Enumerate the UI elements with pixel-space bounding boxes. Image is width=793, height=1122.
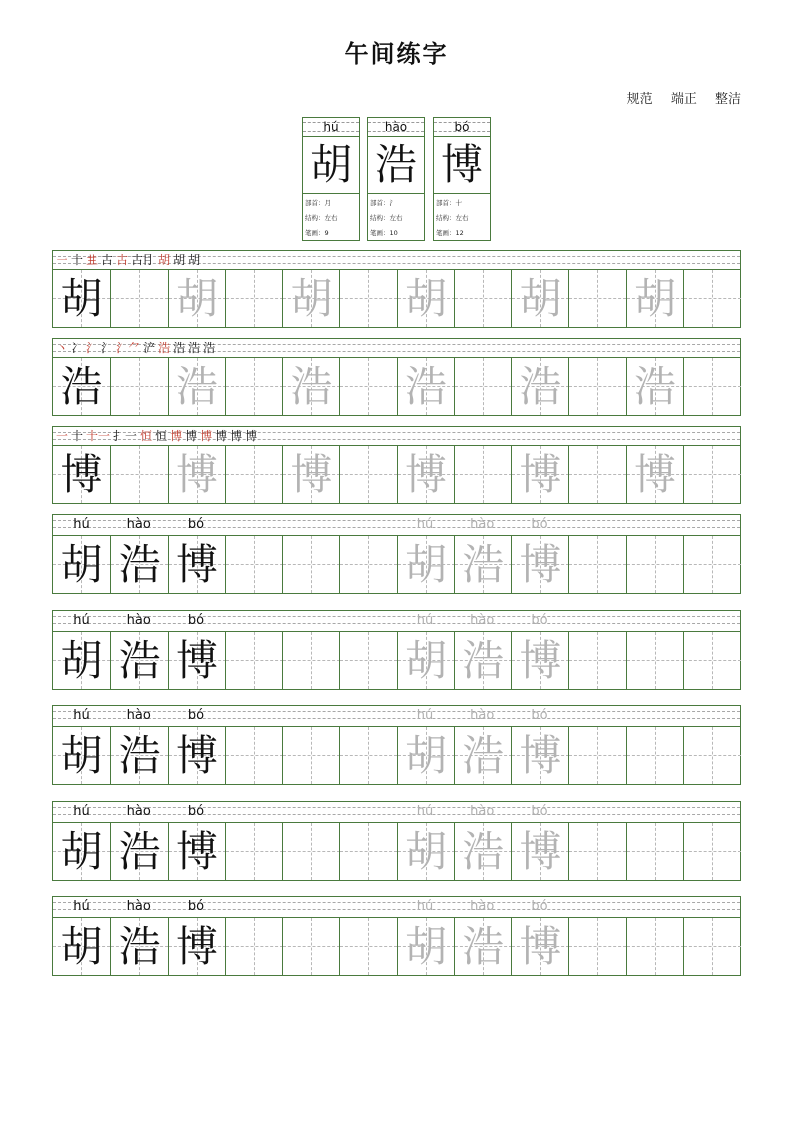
word-pinyin-trace: hú <box>416 517 434 532</box>
word-pinyin-trace: hào <box>470 612 495 628</box>
stroke-step: 博 <box>200 429 213 443</box>
card-strokes: 笔画：9 <box>305 229 329 237</box>
grid-cell[interactable] <box>168 446 225 503</box>
model-character: 胡 <box>60 635 103 685</box>
stroke-step: 博 <box>245 429 258 443</box>
trace-character: 浩 <box>633 362 676 411</box>
pinyin-strip <box>52 426 741 446</box>
stroke-step: 氵 <box>86 341 99 355</box>
stroke-step: 博 <box>230 429 243 443</box>
grid-cell[interactable] <box>626 727 683 784</box>
trace-character: 博 <box>290 450 333 499</box>
card-char: 博 <box>434 137 490 194</box>
grid-cell[interactable] <box>110 446 167 503</box>
stroke-step: 丶 <box>56 341 69 355</box>
stroke-step: 浩 <box>188 341 201 355</box>
grid-cell[interactable] <box>282 632 339 689</box>
trace-character: 胡 <box>175 274 218 323</box>
model-character: 博 <box>175 635 218 685</box>
word-pinyin: hào <box>126 708 151 723</box>
grid-cell[interactable] <box>511 270 568 327</box>
trace-character: 胡 <box>633 274 676 323</box>
grid-cell[interactable] <box>282 823 339 880</box>
grid-cell[interactable] <box>168 536 225 593</box>
grid-cell[interactable] <box>626 918 683 975</box>
stroke-step: 古⺝ <box>131 253 156 267</box>
trace-character: 博 <box>519 826 562 876</box>
model-character: 胡 <box>60 826 103 876</box>
grid-cell[interactable] <box>568 727 625 784</box>
trace-character: 胡 <box>404 274 447 323</box>
grid-cell[interactable] <box>511 446 568 503</box>
trace-character: 浩 <box>462 540 505 589</box>
grid-cell[interactable] <box>225 446 282 503</box>
pinyin-strip <box>52 514 741 536</box>
card-pinyin: bó <box>434 118 490 137</box>
grid-cell[interactable] <box>626 632 683 689</box>
trace-character: 浩 <box>519 362 562 411</box>
pinyin-strip <box>52 338 741 358</box>
word-pinyin-trace: hào <box>470 899 495 914</box>
grid-cell[interactable] <box>683 536 740 593</box>
grid-cell[interactable] <box>110 358 167 415</box>
grid-cell[interactable] <box>683 727 740 784</box>
word-pinyin-trace: hú <box>416 612 434 628</box>
grid-cell[interactable] <box>339 536 396 593</box>
card-char: 浩 <box>368 137 424 194</box>
grid-cell[interactable] <box>568 918 625 975</box>
word-pinyin: bó <box>187 517 205 532</box>
pinyin-strip <box>52 801 741 823</box>
grid-cell[interactable] <box>225 918 282 975</box>
grid-cell[interactable] <box>397 632 454 689</box>
grid-cell[interactable] <box>568 358 625 415</box>
word-pinyin: hào <box>126 517 151 532</box>
model-character: 博 <box>60 450 103 499</box>
grid-cell[interactable] <box>339 358 396 415</box>
model-character: 博 <box>175 826 218 876</box>
grid-cell[interactable] <box>568 823 625 880</box>
stroke-step: 胡 <box>158 253 171 267</box>
stroke-step: 浩 <box>203 341 216 355</box>
stroke-step: 博 <box>170 429 183 443</box>
writing-grid <box>52 918 741 976</box>
word-pinyin: hú <box>73 708 90 723</box>
page-title: 午间练字 <box>344 39 449 68</box>
word-pinyin-trace: bó <box>531 517 548 532</box>
motto <box>613 88 741 107</box>
stroke-step: 博 <box>185 429 198 443</box>
trace-character: 浩 <box>462 826 505 876</box>
grid-cell[interactable] <box>282 727 339 784</box>
word-pinyin: hú <box>73 517 90 532</box>
stroke-step: 十 <box>71 429 84 443</box>
motto-3: 整洁 <box>714 92 741 107</box>
grid-cell[interactable] <box>683 918 740 975</box>
word-pinyin-trace: bó <box>531 612 548 628</box>
grid-cell[interactable] <box>397 918 454 975</box>
trace-character: 浩 <box>175 362 218 411</box>
grid-cell[interactable] <box>454 918 511 975</box>
card-structure: 结构：左右 <box>370 214 403 222</box>
grid-cell[interactable] <box>110 536 167 593</box>
grid-cell[interactable] <box>225 727 282 784</box>
model-character: 胡 <box>60 274 103 323</box>
grid-cell[interactable] <box>568 632 625 689</box>
trace-character: 浩 <box>462 922 505 971</box>
grid-cell[interactable] <box>339 632 396 689</box>
stroke-step: 十⼀ <box>86 429 111 443</box>
grid-cell[interactable] <box>225 632 282 689</box>
grid-cell[interactable] <box>53 446 110 503</box>
card-radical: 部首：氵 <box>370 199 396 207</box>
grid-cell[interactable] <box>397 823 454 880</box>
stroke-order <box>56 252 203 269</box>
trace-character: 浩 <box>462 635 505 685</box>
model-character: 博 <box>175 731 218 780</box>
grid-cell[interactable] <box>397 536 454 593</box>
trace-character: 博 <box>519 635 562 685</box>
grid-cell[interactable] <box>626 823 683 880</box>
writing-grid <box>52 446 741 504</box>
grid-cell[interactable] <box>168 632 225 689</box>
motto-2: 端正 <box>670 92 697 107</box>
grid-cell[interactable] <box>53 727 110 784</box>
grid-cell[interactable] <box>225 358 282 415</box>
grid-cell[interactable] <box>568 536 625 593</box>
grid-cell[interactable] <box>626 446 683 503</box>
grid-cell[interactable] <box>53 536 110 593</box>
stroke-step: 扌⼀ <box>113 429 138 443</box>
word-pinyin: hú <box>73 899 90 914</box>
writing-grid <box>52 536 741 594</box>
word-pinyin: hào <box>126 612 151 628</box>
grid-cell[interactable] <box>339 918 396 975</box>
word-pinyin-trace: hào <box>470 708 495 723</box>
stroke-order <box>56 428 260 445</box>
stroke-step: 浩 <box>173 341 186 355</box>
grid-cell[interactable] <box>110 632 167 689</box>
model-character: 浩 <box>118 540 161 589</box>
grid-cell[interactable] <box>683 446 740 503</box>
grid-cell[interactable] <box>683 358 740 415</box>
card-hu <box>302 117 360 241</box>
trace-character: 胡 <box>404 540 447 589</box>
grid-cell[interactable] <box>454 270 511 327</box>
pinyin-strip <box>52 610 741 632</box>
card-pinyin: hú <box>303 118 359 137</box>
stroke-step: 古 <box>116 253 129 267</box>
stroke-step: 一 <box>56 429 69 443</box>
trace-character: 博 <box>519 540 562 589</box>
stroke-step: 胡 <box>173 253 186 267</box>
word-pinyin-trace: hú <box>416 803 434 819</box>
stroke-step: 𠀎 <box>86 253 99 267</box>
grid-cell[interactable] <box>568 270 625 327</box>
card-radical: 部首：月 <box>305 199 331 207</box>
card-strokes: 笔画：10 <box>370 229 398 237</box>
word-pinyin-trace: bó <box>531 708 548 723</box>
trace-character: 博 <box>519 731 562 780</box>
grid-cell[interactable] <box>225 823 282 880</box>
word-pinyin-trace: bó <box>531 899 548 914</box>
grid-cell[interactable] <box>282 358 339 415</box>
trace-character: 博 <box>404 450 447 499</box>
stroke-step: 博 <box>215 429 228 443</box>
grid-cell[interactable] <box>282 270 339 327</box>
grid-cell[interactable] <box>225 270 282 327</box>
grid-cell[interactable] <box>110 823 167 880</box>
trace-character: 博 <box>175 450 218 499</box>
grid-cell[interactable] <box>454 536 511 593</box>
writing-grid <box>52 727 741 785</box>
stroke-step: 冫 <box>71 341 84 355</box>
model-character: 浩 <box>60 362 103 411</box>
writing-grid <box>52 632 741 690</box>
word-pinyin-trace: bó <box>531 803 548 819</box>
word-pinyin: hào <box>126 803 151 819</box>
word-pinyin: bó <box>187 612 205 628</box>
word-pinyin: hào <box>126 899 151 914</box>
grid-cell[interactable] <box>626 270 683 327</box>
grid-cell[interactable] <box>626 358 683 415</box>
stroke-step: 氵 <box>101 341 114 355</box>
grid-cell[interactable] <box>511 358 568 415</box>
grid-cell[interactable] <box>53 632 110 689</box>
model-character: 胡 <box>60 731 103 780</box>
grid-cell[interactable] <box>110 918 167 975</box>
trace-character: 博 <box>519 922 562 971</box>
stroke-step: 浐 <box>143 341 156 355</box>
stroke-step: 十 <box>71 253 84 267</box>
writing-grid <box>52 358 741 416</box>
trace-character: 胡 <box>404 922 447 971</box>
grid-cell[interactable] <box>282 446 339 503</box>
model-character: 胡 <box>60 540 103 589</box>
grid-cell[interactable] <box>282 536 339 593</box>
word-pinyin-trace: hú <box>416 899 434 914</box>
grid-cell[interactable] <box>339 446 396 503</box>
word-pinyin: hú <box>73 803 90 819</box>
model-character: 浩 <box>118 922 161 971</box>
grid-cell[interactable] <box>511 918 568 975</box>
trace-character: 胡 <box>290 274 333 323</box>
model-character: 浩 <box>118 635 161 685</box>
grid-cell[interactable] <box>683 270 740 327</box>
stroke-step: ㇐ <box>56 253 69 267</box>
word-pinyin: bó <box>187 708 205 723</box>
character-cards <box>302 117 492 241</box>
grid-cell[interactable] <box>511 823 568 880</box>
grid-cell[interactable] <box>511 536 568 593</box>
grid-cell[interactable] <box>454 632 511 689</box>
grid-cell[interactable] <box>110 727 167 784</box>
grid-cell[interactable] <box>53 823 110 880</box>
card-strokes: 笔画：12 <box>436 229 464 237</box>
grid-cell[interactable] <box>397 446 454 503</box>
grid-cell[interactable] <box>454 823 511 880</box>
grid-cell[interactable] <box>339 727 396 784</box>
grid-cell[interactable] <box>168 727 225 784</box>
writing-grid <box>52 823 741 881</box>
card-char: 胡 <box>303 137 359 194</box>
stroke-step: 恒 <box>155 429 168 443</box>
card-hao <box>367 117 425 241</box>
grid-cell[interactable] <box>168 918 225 975</box>
grid-cell[interactable] <box>454 446 511 503</box>
grid-cell[interactable] <box>397 358 454 415</box>
card-bo <box>433 117 491 241</box>
trace-character: 浩 <box>462 731 505 780</box>
card-structure: 结构：左右 <box>436 214 469 222</box>
card-radical: 部首：十 <box>436 199 462 207</box>
word-pinyin-trace: hào <box>470 803 495 819</box>
trace-character: 胡 <box>519 274 562 323</box>
grid-cell[interactable] <box>568 446 625 503</box>
pinyin-strip <box>52 705 741 727</box>
grid-cell[interactable] <box>339 270 396 327</box>
word-pinyin: hú <box>73 612 90 628</box>
stroke-step: 浩 <box>158 341 171 355</box>
stroke-step: 恒 <box>140 429 153 443</box>
grid-cell[interactable] <box>53 270 110 327</box>
motto-1: 规范 <box>626 92 653 107</box>
stroke-step: 胡 <box>188 253 201 267</box>
model-character: 浩 <box>118 731 161 780</box>
grid-cell[interactable] <box>225 536 282 593</box>
model-character: 胡 <box>60 922 103 971</box>
pinyin-strip <box>52 896 741 918</box>
grid-cell[interactable] <box>454 358 511 415</box>
grid-cell[interactable] <box>53 918 110 975</box>
grid-cell[interactable] <box>511 727 568 784</box>
stroke-order <box>56 340 218 357</box>
card-pinyin: hào <box>368 118 424 137</box>
model-character: 博 <box>175 540 218 589</box>
grid-cell[interactable] <box>397 727 454 784</box>
stroke-step: 古 <box>101 253 114 267</box>
pinyin-strip <box>52 250 741 270</box>
word-pinyin-trace: hú <box>416 708 434 723</box>
grid-cell[interactable] <box>683 823 740 880</box>
grid-cell[interactable] <box>339 823 396 880</box>
card-structure: 结构：左右 <box>305 214 338 222</box>
trace-character: 浩 <box>404 362 447 411</box>
grid-cell[interactable] <box>454 727 511 784</box>
trace-character: 胡 <box>404 635 447 685</box>
grid-cell[interactable] <box>53 358 110 415</box>
word-pinyin: bó <box>187 803 205 819</box>
trace-character: 博 <box>519 450 562 499</box>
grid-cell[interactable] <box>626 536 683 593</box>
trace-character: 浩 <box>290 362 333 411</box>
trace-character: 胡 <box>404 826 447 876</box>
grid-cell[interactable] <box>110 270 167 327</box>
model-character: 博 <box>175 922 218 971</box>
word-pinyin-trace: hào <box>470 517 495 532</box>
grid-cell[interactable] <box>511 632 568 689</box>
grid-cell[interactable] <box>683 632 740 689</box>
trace-character: 博 <box>633 450 676 499</box>
model-character: 浩 <box>118 826 161 876</box>
writing-grid <box>52 270 741 328</box>
stroke-step: 氵⺈ <box>116 341 141 355</box>
trace-character: 胡 <box>404 731 447 780</box>
word-pinyin: bó <box>187 899 205 914</box>
grid-cell[interactable] <box>168 823 225 880</box>
grid-cell[interactable] <box>168 358 225 415</box>
grid-cell[interactable] <box>397 270 454 327</box>
grid-cell[interactable] <box>168 270 225 327</box>
grid-cell[interactable] <box>282 918 339 975</box>
